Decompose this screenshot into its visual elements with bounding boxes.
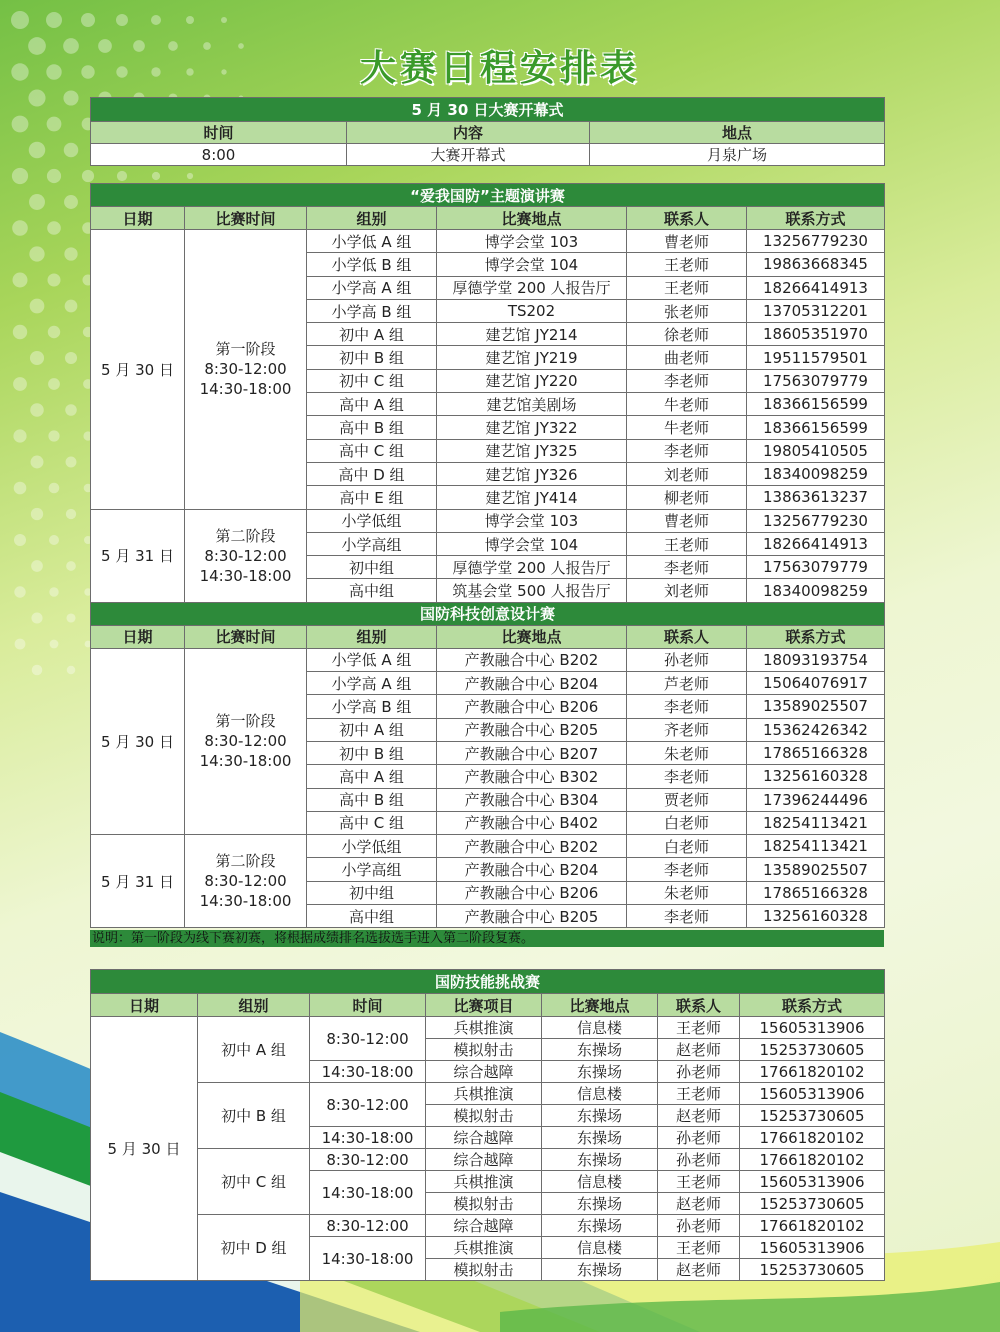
skills-group: 初中 C 组 bbox=[198, 1149, 310, 1215]
tech-contact: 朱老师 bbox=[627, 881, 747, 904]
tech-title-row bbox=[91, 602, 885, 625]
speech-contact: 王老师 bbox=[627, 276, 747, 299]
decor-dot bbox=[30, 351, 44, 365]
speech-contact: 李老师 bbox=[627, 556, 747, 579]
speech-phone: 18340098259 bbox=[747, 579, 885, 602]
tech-group: 小学高 B 组 bbox=[307, 695, 437, 718]
speech-contact: 徐老师 bbox=[627, 323, 747, 346]
table-row bbox=[91, 509, 885, 532]
decor-dot bbox=[30, 299, 45, 314]
tech-phone: 13256160328 bbox=[747, 765, 885, 788]
skills-item: 兵棋推演 bbox=[426, 1017, 542, 1039]
skills-header-cell: 比赛地点 bbox=[542, 994, 658, 1017]
speech-group: 小学低 A 组 bbox=[307, 230, 437, 253]
skills-item: 兵棋推演 bbox=[426, 1083, 542, 1105]
skills-date: 5 月 30 日 bbox=[91, 1017, 198, 1281]
skills-contact: 王老师 bbox=[658, 1083, 740, 1105]
table-row bbox=[91, 1017, 885, 1039]
skills-time: 8:30-12:00 bbox=[310, 1149, 426, 1171]
speech-group: 高中 E 组 bbox=[307, 486, 437, 509]
tech-phase: 第二阶段 bbox=[215, 852, 276, 871]
speech-phone: 13863613237 bbox=[747, 486, 885, 509]
skills-header-cell: 联系人 bbox=[658, 994, 740, 1017]
speech-contact: 曹老师 bbox=[627, 230, 747, 253]
decor-dot bbox=[49, 483, 60, 494]
tech-phone: 18254113421 bbox=[747, 835, 885, 858]
skills-item: 综合越障 bbox=[426, 1127, 542, 1149]
speech-contact: 曹老师 bbox=[627, 509, 747, 532]
tech-venue: 产教融合中心 B206 bbox=[437, 695, 627, 718]
skills-table bbox=[90, 969, 885, 1281]
tech-contact: 李老师 bbox=[627, 765, 747, 788]
speech-date: 5 月 30 日 bbox=[91, 230, 185, 510]
decor-dot bbox=[12, 116, 29, 133]
tech-phone: 18254113421 bbox=[747, 811, 885, 834]
skills-time: 14:30-18:00 bbox=[310, 1061, 426, 1083]
tech-header-row bbox=[91, 625, 885, 648]
tech-contact: 李老师 bbox=[627, 695, 747, 718]
speech-group: 高中 C 组 bbox=[307, 439, 437, 462]
tech-phone: 13589025507 bbox=[747, 695, 885, 718]
tech-venue: 产教融合中心 B302 bbox=[437, 765, 627, 788]
speech-venue: 建艺馆 JY219 bbox=[437, 346, 627, 369]
skills-group: 初中 B 组 bbox=[198, 1083, 310, 1149]
speech-header-cell: 联系方式 bbox=[747, 207, 885, 230]
speech-date: 5 月 31 日 bbox=[91, 509, 185, 602]
decor-dot bbox=[67, 666, 76, 675]
speech-group: 小学高 B 组 bbox=[307, 299, 437, 322]
skills-item: 综合越障 bbox=[426, 1149, 542, 1171]
speech-phone: 18366156599 bbox=[747, 416, 885, 439]
skills-title-row bbox=[91, 970, 885, 994]
speech-phone: 13256779230 bbox=[747, 230, 885, 253]
speech-contact: 李老师 bbox=[627, 369, 747, 392]
skills-item: 兵棋推演 bbox=[426, 1237, 542, 1259]
decor-dot bbox=[152, 172, 160, 180]
speech-group: 小学高组 bbox=[307, 532, 437, 555]
tech-group: 小学高 A 组 bbox=[307, 672, 437, 695]
tech-venue: 产教融合中心 B202 bbox=[437, 648, 627, 671]
tech-date: 5 月 31 日 bbox=[91, 835, 185, 928]
tech-group: 小学低组 bbox=[307, 835, 437, 858]
table-row bbox=[91, 835, 885, 858]
skills-title: 国防技能挑战赛 bbox=[91, 970, 885, 994]
decor-dot bbox=[64, 143, 79, 158]
speech-group: 高中 D 组 bbox=[307, 462, 437, 485]
speech-header-row bbox=[91, 207, 885, 230]
decor-dot bbox=[46, 12, 62, 28]
speech-time-afternoon: 14:30-18:00 bbox=[199, 380, 292, 399]
skills-header-cell: 联系方式 bbox=[740, 994, 885, 1017]
opening-time: 8:00 bbox=[91, 144, 347, 166]
decor-dot bbox=[82, 170, 94, 182]
skills-phone: 15605313906 bbox=[740, 1017, 885, 1039]
skills-place: 东操场 bbox=[542, 1127, 658, 1149]
skills-contact: 孙老师 bbox=[658, 1215, 740, 1237]
decor-dot bbox=[30, 403, 44, 417]
skills-header-row bbox=[91, 994, 885, 1017]
table-row bbox=[91, 1215, 885, 1237]
speech-time-afternoon: 14:30-18:00 bbox=[199, 566, 292, 585]
skills-phone: 17661820102 bbox=[740, 1127, 885, 1149]
speech-phone: 18266414913 bbox=[747, 276, 885, 299]
speech-contact: 柳老师 bbox=[627, 486, 747, 509]
decor-dot bbox=[13, 429, 26, 442]
speech-venue: 筑基会堂 500 人报告厅 bbox=[437, 579, 627, 602]
table-row bbox=[91, 230, 885, 253]
tech-group: 初中组 bbox=[307, 881, 437, 904]
decor-dot bbox=[13, 325, 27, 339]
table-row bbox=[91, 1149, 885, 1171]
decor-dot bbox=[221, 17, 227, 23]
speech-phone: 13256779230 bbox=[747, 509, 885, 532]
opening-place: 月泉广场 bbox=[590, 144, 885, 166]
speech-phone: 18605351970 bbox=[747, 323, 885, 346]
speech-contact: 刘老师 bbox=[627, 579, 747, 602]
decor-dot bbox=[66, 509, 76, 519]
skills-contact: 赵老师 bbox=[658, 1259, 740, 1281]
skills-contact: 赵老师 bbox=[658, 1039, 740, 1061]
skills-phone: 15253730605 bbox=[740, 1039, 885, 1061]
decor-dot bbox=[31, 560, 43, 572]
speech-group: 高中 A 组 bbox=[307, 393, 437, 416]
decor-dot bbox=[47, 117, 62, 132]
skills-time: 8:30-12:00 bbox=[310, 1017, 426, 1061]
tech-venue: 产教融合中心 B304 bbox=[437, 788, 627, 811]
skills-phone: 15253730605 bbox=[740, 1193, 885, 1215]
skills-place: 东操场 bbox=[542, 1061, 658, 1083]
tech-phone: 17865166328 bbox=[747, 741, 885, 764]
speech-group: 初中组 bbox=[307, 556, 437, 579]
decor-dot bbox=[66, 561, 76, 571]
page-title: 大赛日程安排表 bbox=[359, 48, 640, 89]
tech-group: 初中 A 组 bbox=[307, 718, 437, 741]
skills-place: 东操场 bbox=[542, 1259, 658, 1281]
skills-phone: 15253730605 bbox=[740, 1259, 885, 1281]
opening-header-content: 内容 bbox=[347, 122, 590, 144]
skills-contact: 王老师 bbox=[658, 1171, 740, 1193]
skills-header-cell: 日期 bbox=[91, 994, 198, 1017]
tech-contact: 李老师 bbox=[627, 905, 747, 928]
speech-venue: 厚德学堂 200 人报告厅 bbox=[437, 276, 627, 299]
speech-time-morning: 8:30-12:00 bbox=[204, 360, 287, 379]
speech-venue: 博学会堂 103 bbox=[437, 230, 627, 253]
decor-dot bbox=[187, 173, 193, 179]
tech-venue: 产教融合中心 B207 bbox=[437, 741, 627, 764]
tech-contact: 芦老师 bbox=[627, 672, 747, 695]
speech-phase: 第二阶段 bbox=[215, 526, 276, 545]
tech-phase-cell bbox=[185, 835, 307, 928]
skills-header-cell: 比赛项目 bbox=[426, 994, 542, 1017]
skills-contact: 孙老师 bbox=[658, 1061, 740, 1083]
tech-contact: 李老师 bbox=[627, 858, 747, 881]
tech-header-cell: 联系人 bbox=[627, 625, 747, 648]
decor-dot bbox=[31, 612, 42, 623]
decor-dot bbox=[47, 221, 61, 235]
decor-dot bbox=[81, 13, 95, 27]
skills-place: 东操场 bbox=[542, 1105, 658, 1127]
decor-dot bbox=[48, 378, 60, 390]
speech-contact: 曲老师 bbox=[627, 346, 747, 369]
tech-contact: 朱老师 bbox=[627, 741, 747, 764]
skills-place: 东操场 bbox=[542, 1149, 658, 1171]
tech-time-afternoon: 14:30-18:00 bbox=[199, 892, 292, 911]
decor-dot bbox=[65, 404, 77, 416]
speech-contact: 王老师 bbox=[627, 532, 747, 555]
skills-place: 信息楼 bbox=[542, 1017, 658, 1039]
tech-contact: 齐老师 bbox=[627, 718, 747, 741]
skills-contact: 赵老师 bbox=[658, 1105, 740, 1127]
speech-time-morning: 8:30-12:00 bbox=[204, 546, 287, 565]
tech-group: 高中 A 组 bbox=[307, 765, 437, 788]
tech-time-afternoon: 14:30-18:00 bbox=[199, 752, 292, 771]
tech-time-morning: 8:30-12:00 bbox=[204, 732, 287, 751]
skills-time: 14:30-18:00 bbox=[310, 1237, 426, 1281]
speech-phone: 18340098259 bbox=[747, 462, 885, 485]
skills-group: 初中 A 组 bbox=[198, 1017, 310, 1083]
tech-header-cell: 联系方式 bbox=[747, 625, 885, 648]
skills-time: 8:30-12:00 bbox=[310, 1215, 426, 1237]
decor-dot bbox=[65, 352, 77, 364]
tech-contact: 白老师 bbox=[627, 811, 747, 834]
tech-phone: 13589025507 bbox=[747, 858, 885, 881]
decor-dot bbox=[12, 220, 28, 236]
speech-venue: 建艺馆 JY326 bbox=[437, 462, 627, 485]
decor-dot bbox=[50, 640, 59, 649]
tech-phone: 13256160328 bbox=[747, 905, 885, 928]
speech-phase: 第一阶段 bbox=[215, 340, 276, 359]
speech-venue: 厚德学堂 200 人报告厅 bbox=[437, 556, 627, 579]
speech-group: 初中 A 组 bbox=[307, 323, 437, 346]
skills-phone: 15605313906 bbox=[740, 1171, 885, 1193]
decor-dot bbox=[15, 639, 26, 650]
skills-phone: 15605313906 bbox=[740, 1083, 885, 1105]
decor-dot bbox=[64, 195, 78, 209]
speech-venue: 建艺馆美剧场 bbox=[437, 393, 627, 416]
speech-group: 小学高 A 组 bbox=[307, 276, 437, 299]
tech-header-cell: 比赛时间 bbox=[185, 625, 307, 648]
decor-dot bbox=[48, 326, 60, 338]
skills-place: 东操场 bbox=[542, 1193, 658, 1215]
speech-contact: 张老师 bbox=[627, 299, 747, 322]
speech-phase-cell bbox=[185, 230, 307, 510]
tech-group: 初中 B 组 bbox=[307, 741, 437, 764]
opening-content: 大赛开幕式 bbox=[347, 144, 590, 166]
speech-contact: 李老师 bbox=[627, 439, 747, 462]
speech-contact: 牛老师 bbox=[627, 416, 747, 439]
tech-group: 小学低 A 组 bbox=[307, 648, 437, 671]
decor-dot bbox=[65, 300, 78, 313]
speech-venue: 建艺馆 JY214 bbox=[437, 323, 627, 346]
tech-header-cell: 日期 bbox=[91, 625, 185, 648]
opening-header-time: 时间 bbox=[91, 122, 347, 144]
decor-dot bbox=[186, 16, 194, 24]
skills-contact: 王老师 bbox=[658, 1017, 740, 1039]
decor-dot bbox=[151, 15, 161, 25]
speech-group: 高中组 bbox=[307, 579, 437, 602]
tech-venue: 产教融合中心 B402 bbox=[437, 811, 627, 834]
decor-dot bbox=[29, 246, 44, 261]
speech-header-cell: 比赛地点 bbox=[437, 207, 627, 230]
decor-dot bbox=[49, 587, 58, 596]
speech-group: 小学低 B 组 bbox=[307, 253, 437, 276]
tech-venue: 产教融合中心 B202 bbox=[437, 835, 627, 858]
tech-phone: 15064076917 bbox=[747, 672, 885, 695]
opening-title: 5 月 30 日大赛开幕式 bbox=[91, 98, 885, 122]
decor-dot bbox=[11, 11, 29, 29]
decor-dot bbox=[31, 456, 44, 469]
tech-note: 说明：第一阶段为线下赛初赛，将根据成绩排名选拔选手进入第二阶段复赛。 bbox=[90, 930, 884, 947]
skills-contact: 王老师 bbox=[658, 1237, 740, 1259]
speech-venue: 建艺馆 JY325 bbox=[437, 439, 627, 462]
tech-group: 高中组 bbox=[307, 905, 437, 928]
opening-table bbox=[90, 97, 885, 166]
tech-phase: 第一阶段 bbox=[215, 712, 276, 731]
decor-dot bbox=[29, 142, 46, 159]
decor-dot bbox=[66, 613, 75, 622]
skills-contact: 赵老师 bbox=[658, 1193, 740, 1215]
speech-header-cell: 日期 bbox=[91, 207, 185, 230]
tech-header-cell: 组别 bbox=[307, 625, 437, 648]
speech-header-cell: 比赛时间 bbox=[185, 207, 307, 230]
decor-dot bbox=[31, 508, 43, 520]
tech-venue: 产教融合中心 B205 bbox=[437, 905, 627, 928]
skills-phone: 17661820102 bbox=[740, 1061, 885, 1083]
tech-venue: 产教融合中心 B204 bbox=[437, 858, 627, 881]
decor-dot bbox=[13, 273, 28, 288]
decor-dot bbox=[14, 586, 25, 597]
speech-title: “爱我国防”主题演讲赛 bbox=[91, 184, 885, 207]
decor-dot bbox=[64, 247, 77, 260]
skills-item: 模拟射击 bbox=[426, 1105, 542, 1127]
speech-phone: 19511579501 bbox=[747, 346, 885, 369]
skills-place: 东操场 bbox=[542, 1039, 658, 1061]
speech-group: 初中 C 组 bbox=[307, 369, 437, 392]
skills-item: 综合越障 bbox=[426, 1061, 542, 1083]
tech-venue: 产教融合中心 B206 bbox=[437, 881, 627, 904]
speech-venue: 博学会堂 104 bbox=[437, 253, 627, 276]
decor-dot bbox=[29, 194, 45, 210]
skills-place: 信息楼 bbox=[542, 1171, 658, 1193]
skills-time: 8:30-12:00 bbox=[310, 1083, 426, 1127]
skills-item: 综合越障 bbox=[426, 1215, 542, 1237]
tech-time-morning: 8:30-12:00 bbox=[204, 872, 287, 891]
tech-date: 5 月 30 日 bbox=[91, 648, 185, 834]
speech-contact: 刘老师 bbox=[627, 462, 747, 485]
skills-item: 模拟射击 bbox=[426, 1039, 542, 1061]
decor-dot bbox=[14, 534, 26, 546]
skills-header-cell: 时间 bbox=[310, 994, 426, 1017]
tech-venue: 产教融合中心 B204 bbox=[437, 672, 627, 695]
skills-place: 信息楼 bbox=[542, 1083, 658, 1105]
skills-item: 兵棋推演 bbox=[426, 1171, 542, 1193]
speech-phone: 19863668345 bbox=[747, 253, 885, 276]
decor-dot bbox=[47, 169, 61, 183]
speech-group: 高中 B 组 bbox=[307, 416, 437, 439]
speech-phone: 19805410505 bbox=[747, 439, 885, 462]
speech-venue: 建艺馆 JY322 bbox=[437, 416, 627, 439]
decor-dot bbox=[13, 377, 27, 391]
decor-dot bbox=[28, 89, 45, 106]
skills-phone: 15605313906 bbox=[740, 1237, 885, 1259]
tech-phone: 15362426342 bbox=[747, 718, 885, 741]
speech-group: 小学低组 bbox=[307, 509, 437, 532]
tech-contact: 贾老师 bbox=[627, 788, 747, 811]
speech-venue: 建艺馆 JY220 bbox=[437, 369, 627, 392]
speech-phone: 18266414913 bbox=[747, 532, 885, 555]
speech-phase-cell bbox=[185, 509, 307, 602]
skills-contact: 孙老师 bbox=[658, 1149, 740, 1171]
decor-dot bbox=[117, 171, 127, 181]
speech-contact: 牛老师 bbox=[627, 393, 747, 416]
tech-phone: 17865166328 bbox=[747, 881, 885, 904]
tech-header-cell: 比赛地点 bbox=[437, 625, 627, 648]
skills-header-cell: 组别 bbox=[198, 994, 310, 1017]
decor-dot bbox=[49, 535, 59, 545]
tech-venue: 产教融合中心 B205 bbox=[437, 718, 627, 741]
speech-venue: 博学会堂 104 bbox=[437, 532, 627, 555]
skills-contact: 孙老师 bbox=[658, 1127, 740, 1149]
decor-dot bbox=[12, 168, 28, 184]
tech-title: 国防科技创意设计赛 bbox=[91, 602, 885, 625]
tech-phone: 17396244496 bbox=[747, 788, 885, 811]
speech-phone: 17563079779 bbox=[747, 556, 885, 579]
skills-time: 14:30-18:00 bbox=[310, 1171, 426, 1215]
decor-dot bbox=[48, 274, 61, 287]
speech-venue: TS202 bbox=[437, 299, 627, 322]
speech-phone: 17563079779 bbox=[747, 369, 885, 392]
opening-header-place: 地点 bbox=[590, 122, 885, 144]
skills-time: 14:30-18:00 bbox=[310, 1127, 426, 1149]
skills-place: 东操场 bbox=[542, 1215, 658, 1237]
speech-venue: 博学会堂 103 bbox=[437, 509, 627, 532]
speech-tech-table bbox=[90, 183, 885, 928]
speech-header-cell: 组别 bbox=[307, 207, 437, 230]
skills-phone: 15253730605 bbox=[740, 1105, 885, 1127]
skills-phone: 17661820102 bbox=[740, 1149, 885, 1171]
skills-item: 模拟射击 bbox=[426, 1193, 542, 1215]
skills-item: 模拟射击 bbox=[426, 1259, 542, 1281]
table-row bbox=[91, 1083, 885, 1105]
tech-group: 高中 C 组 bbox=[307, 811, 437, 834]
tech-contact: 白老师 bbox=[627, 835, 747, 858]
speech-phone: 18366156599 bbox=[747, 393, 885, 416]
skills-place: 信息楼 bbox=[542, 1237, 658, 1259]
decor-dot bbox=[32, 665, 43, 676]
tech-phase-cell bbox=[185, 648, 307, 834]
speech-contact: 王老师 bbox=[627, 253, 747, 276]
tech-phone: 18093193754 bbox=[747, 648, 885, 671]
speech-group: 初中 B 组 bbox=[307, 346, 437, 369]
speech-header-cell: 联系人 bbox=[627, 207, 747, 230]
tech-group: 高中 B 组 bbox=[307, 788, 437, 811]
skills-phone: 17661820102 bbox=[740, 1215, 885, 1237]
decor-dot bbox=[63, 90, 78, 105]
speech-title-row bbox=[91, 184, 885, 207]
tech-contact: 孙老师 bbox=[627, 648, 747, 671]
table-row bbox=[91, 648, 885, 671]
decor-dot bbox=[48, 430, 59, 441]
decor-dot bbox=[116, 14, 128, 26]
speech-venue: 建艺馆 JY414 bbox=[437, 486, 627, 509]
decor-dot bbox=[66, 457, 77, 468]
decor-dot bbox=[14, 482, 27, 495]
speech-phone: 13705312201 bbox=[747, 299, 885, 322]
skills-group: 初中 D 组 bbox=[198, 1215, 310, 1281]
tech-group: 小学高组 bbox=[307, 858, 437, 881]
